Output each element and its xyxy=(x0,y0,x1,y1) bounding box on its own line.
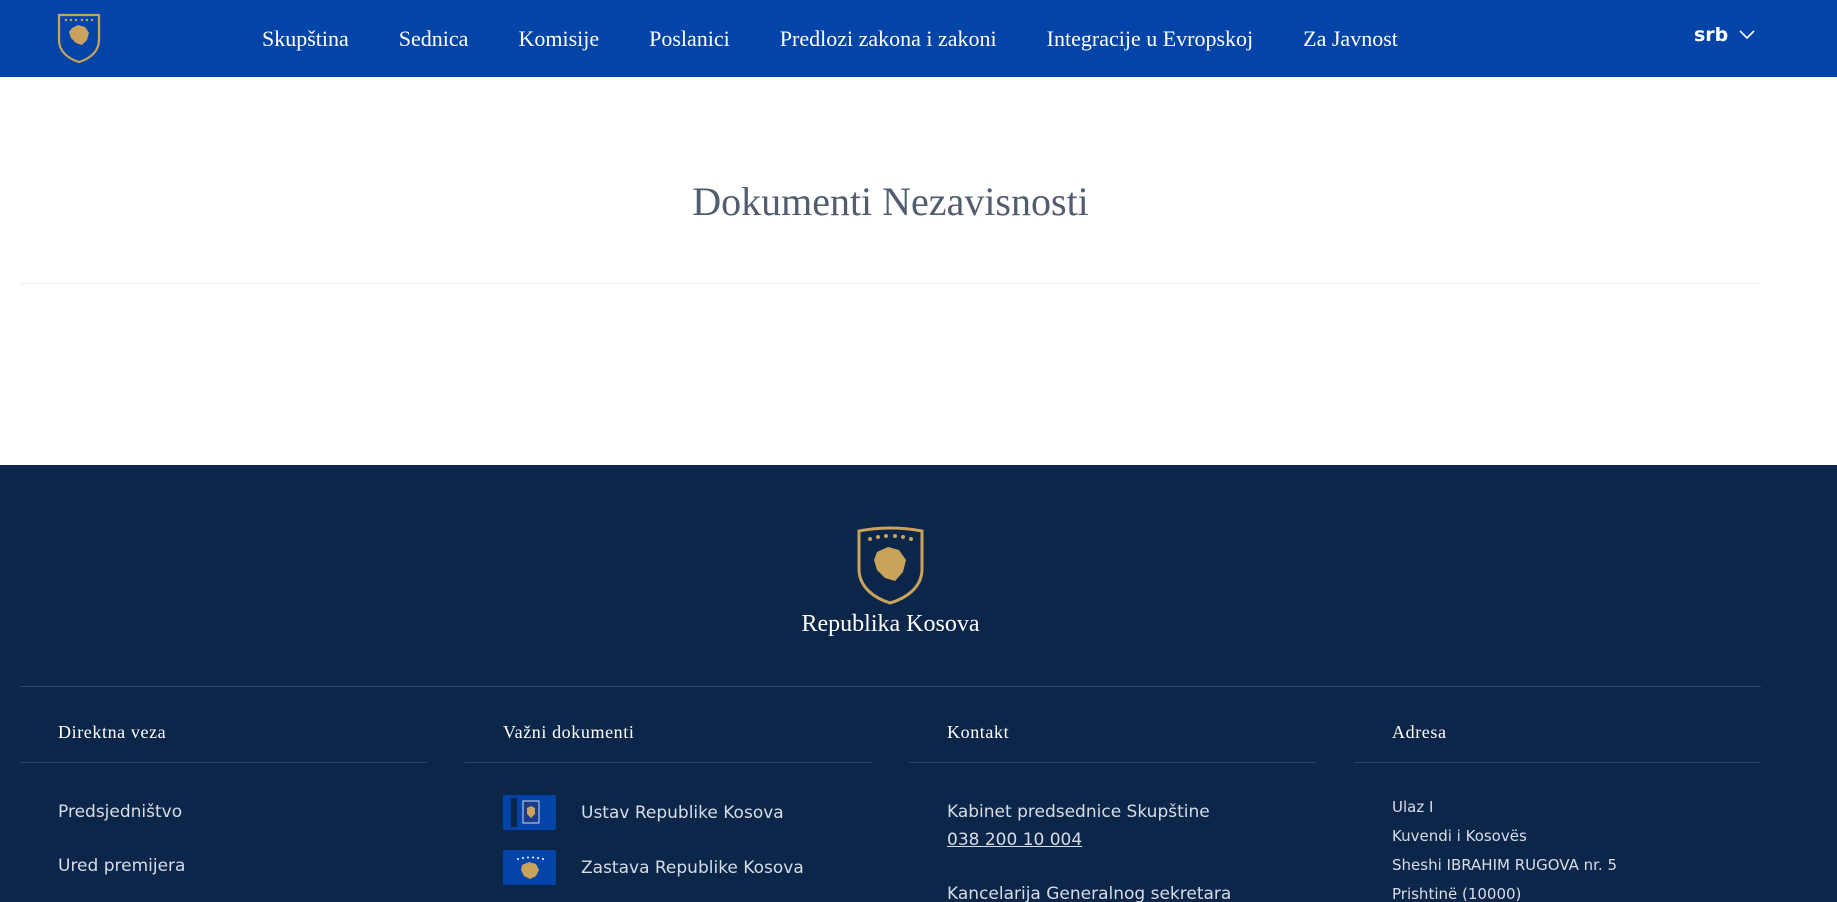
footer xyxy=(0,465,1837,902)
nav-item-komisije[interactable]: Komisije xyxy=(518,25,600,51)
nav-item-integracije[interactable]: Integracije u Evropskoj xyxy=(1046,25,1254,51)
page-title: Dokumenti Nezavisnosti xyxy=(692,179,1089,224)
nav-item-predlozi-zakona[interactable]: Predlozi zakona i zakoni xyxy=(779,25,997,51)
column-divider xyxy=(20,762,427,763)
contact-heading: Kontakt xyxy=(947,722,1010,742)
nav-item-skupstina[interactable]: Skupština xyxy=(262,25,349,51)
footer-republic-name: Republika Kosova xyxy=(801,611,980,637)
language-selector[interactable] xyxy=(1694,24,1756,46)
footer-direct-links xyxy=(20,722,427,876)
column-divider xyxy=(465,762,872,763)
kosovo-coat-of-arms-icon xyxy=(855,525,926,606)
constitution-icon xyxy=(503,795,556,830)
column-divider xyxy=(909,762,1316,763)
link-predsjednistvo[interactable]: Predsjedništvo xyxy=(58,802,183,822)
address-heading: Adresa xyxy=(1392,722,1447,742)
footer-contact xyxy=(909,722,1316,902)
chevron-down-icon xyxy=(1738,29,1756,41)
nav-item-za-javnost[interactable]: Za Javnost xyxy=(1303,25,1398,51)
documents-heading: Važni dokumenti xyxy=(503,722,635,742)
footer-documents xyxy=(465,722,872,885)
language-label: srb xyxy=(1694,24,1729,46)
top-navigation-bar xyxy=(0,0,1837,77)
contact-cabinet-phone[interactable]: 038 200 10 004 xyxy=(947,830,1083,850)
address-line: Prishtinë (10000) xyxy=(1392,885,1522,902)
address-line: Ulaz I xyxy=(1392,798,1434,816)
direct-links-heading: Direktna veza xyxy=(58,722,167,742)
document-constitution[interactable] xyxy=(503,795,872,830)
contact-cabinet-label: Kabinet predsednice Skupštine xyxy=(947,802,1210,822)
nav-item-sednica[interactable]: Sednica xyxy=(398,25,469,51)
document-flag[interactable] xyxy=(503,850,872,885)
link-ured-premijera[interactable]: Ured premijera xyxy=(58,856,186,876)
address-line: Kuvendi i Kosovës xyxy=(1392,827,1527,845)
nav-item-poslanici[interactable]: Poslanici xyxy=(649,25,730,51)
footer-divider xyxy=(20,686,1761,687)
content-divider xyxy=(20,283,1761,284)
flag-icon xyxy=(503,850,556,885)
kosovo-coat-of-arms-icon[interactable] xyxy=(56,12,102,64)
contact-secretary-label: Kancelarija Generalnog sekretara xyxy=(947,884,1232,902)
address-line: Sheshi IBRAHIM RUGOVA nr. 5 xyxy=(1392,856,1617,874)
main-nav xyxy=(262,0,1448,77)
document-label: Ustav Republike Kosova xyxy=(581,802,784,823)
footer-address xyxy=(1354,722,1761,902)
document-label: Zastava Republike Kosova xyxy=(581,857,804,878)
